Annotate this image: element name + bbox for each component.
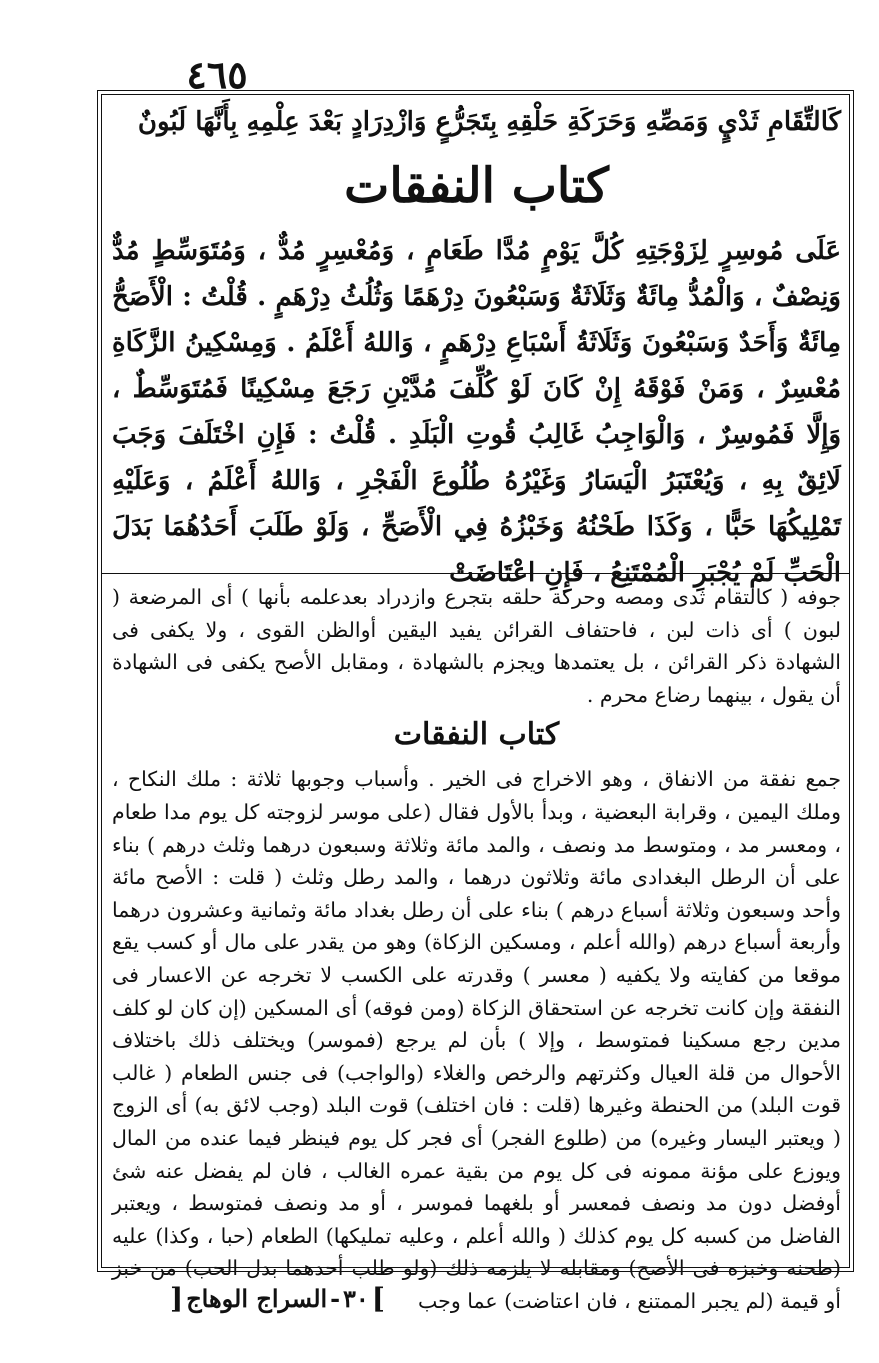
sharh-top-text: جوفه ( كالتقام ثدى ومصه وحركة حلقه بتجرع وازدراد بعدعلمه بأنها ) أى المرضعة ( لبون ) أى ذات لبن ، فاحتفاف القرائن يفيد اليقين أوالظن القوى ، ولا يكفى فى الشهادة ذكر القرائن ، بل يعتمدها ويجزم بالشهادة ، ومقابل الأصح يكفى فى الشهادة أن يقول ، بينهما رضاع محرم .	[112, 585, 841, 707]
matn-section	[112, 99, 841, 588]
footer-book-title: السراج الوهاج	[186, 1283, 328, 1313]
matn-text: عَلَى مُوسِرٍ لِزَوْجَتِهِ كُلَّ يَوْمٍ مُدَّا طَعَامٍ ، وَمُعْسِرٍ مُدٌّ ، وَمُتَوَسِّطٍ مُدٌّ وَنِصْفٌ ، وَالْمُدُّ مِائَةٌ وَثَلَاثَةٌ وَسَبْعُونَ دِرْهَمًا وَثُلُثُ دِرْهَمٍ . قُلْتُ : الْأَصَحُّ مِائَةٌ وَأَحَدٌ وَسَبْعُونَ وَثَلَاثَةُ أَسْبَاعِ دِرْهَمٍ ، وَاللهُ أَعْلَمُ . وَمِسْكِينُ الزَّكَاةِ مُعْسِرٌ ، وَمَنْ فَوْقَهُ إِنْ كَانَ لَوْ كُلِّفَ مُدَّيْنِ رَجَعَ مِسْكِينًا فَمُتَوَسِّطٌ ، وَإِلَّا فَمُوسِرٌ ، وَالْوَاجِبُ غَالِبُ قُوتِ الْبَلَدِ . قُلْتُ : فَإِنِ اخْتَلَفَ وَجَبَ لَائِقٌ بِهِ ، وَيُعْتَبَرُ الْيَسَارُ وَغَيْرُهُ طُلُوعَ الْفَجْرِ ، وَاللهُ أَعْلَمُ ، وَعَلَيْهِ تَمْلِيكُهَا حَبًّا ، وَكَذَا طَحْنُهُ وَخَبْزُهُ فِي الْأَصَحِّ ، وَلَوْ طَلَبَ أَحَدُهُمَا بَدَلَ الْحَبِّ لَمْ يُجْبَرِ الْمُمْتَنِعُ ، فَإِنِ اعْتَاضَتْ	[112, 236, 841, 588]
page-number: ٤٦٥	[186, 52, 248, 97]
footer-bracket-open: ]	[371, 1281, 385, 1315]
sharh-chapter-title: كتاب النفقات	[393, 717, 560, 753]
footer-bracket-close: [	[170, 1281, 184, 1315]
footer-sheet-number: ٣٠	[343, 1283, 369, 1313]
footer-signature	[170, 1276, 385, 1320]
verse-line: كَالتِّقَامِ ثَدْيٍ وَمَصِّهِ وَحَرَكَةِ حَلْقِهِ بِتَجَرُّعٍ وَازْدِرَادٍ بَعْدَ عِلْمِهِ بِأَنَّهَا لَبُونٌ	[137, 107, 841, 137]
sharh-bottom-text: جمع نفقة من الانفاق ، وهو الاخراج فى الخير . وأسباب وجوبها ثلاثة : ملك النكاح ، وملك اليمين ، وقرابة البعضية ، وبدأ بالأول فقال (على موسر لزوجته كل يوم مدا طعام ، ومعسر مد ، ومتوسط مد ونصف ، والمد مائة وثلاثة وسبعون درهما وثلث درهم ) بناء على أن الرطل البغدادى مائة وثلاثون درهما ، والمد رطل وثلث ( قلت : الأصح مائة وأحد وسبعون وثلاثة أسباع درهم ) بناء على أن رطل بغداد مائة وثمانية وعشرون درهما وأربعة أسباع درهم (والله أعلم ، ومسكين الزكاة) وهو من يقدر على مال أو كسب يقع موقعا من كفايته ولا يكفيه ( معسر ) وقدرته على الكسب لا تخرجه عن الاعسار فى النفقة وإن كانت تخرجه عن استحقاق الزكاة (ومن فوقه) أى المسكين (إن كان لو كلف مدين رجع مسكينا فمتوسط ، وإلا ) بأن لم يرجع (فموسر) ويختلف ذلك باختلاف الأحوال من قلة العيال وكثرتهم والرخص والغلاء (والواجب) فى جنس الطعام ( غالب قوت البلد) من الحنطة وغيرها (قلت : فان اختلف) قوت البلد (وجب لائق به) أى الزوج ( ويعتبر اليسار وغيره) من (طلوع الفجر) أى فجر كل يوم فينظر فيما عنده من المال ويوزع على مؤنة ممونه فى كل يوم من بقية عمره الغالب ، فان لم يفضل عنه شئ أوفضل دون مد ونصف فمعسر أو بلغهما فموسر ، أو مد ونصف فمتوسط ، ويعتبر الفاضل من كسبه كل يوم كذلك ( والله أعلم ، وعليه تمليكها) الطعام (حبا ، وكذا) عليه (طحنه وخبزه فى الأصح) ومقابله لا يلزمه ذلك (ولو طلب أحدهما بدل الحب) من خبز أو قيمة (لم يجبر الممتنع ، فان اعتاضت) عما وجب	[112, 767, 841, 1313]
chapter-title: كتاب النفقات	[344, 158, 609, 214]
section-divider	[102, 573, 849, 574]
footer-dash: -	[330, 1283, 341, 1313]
